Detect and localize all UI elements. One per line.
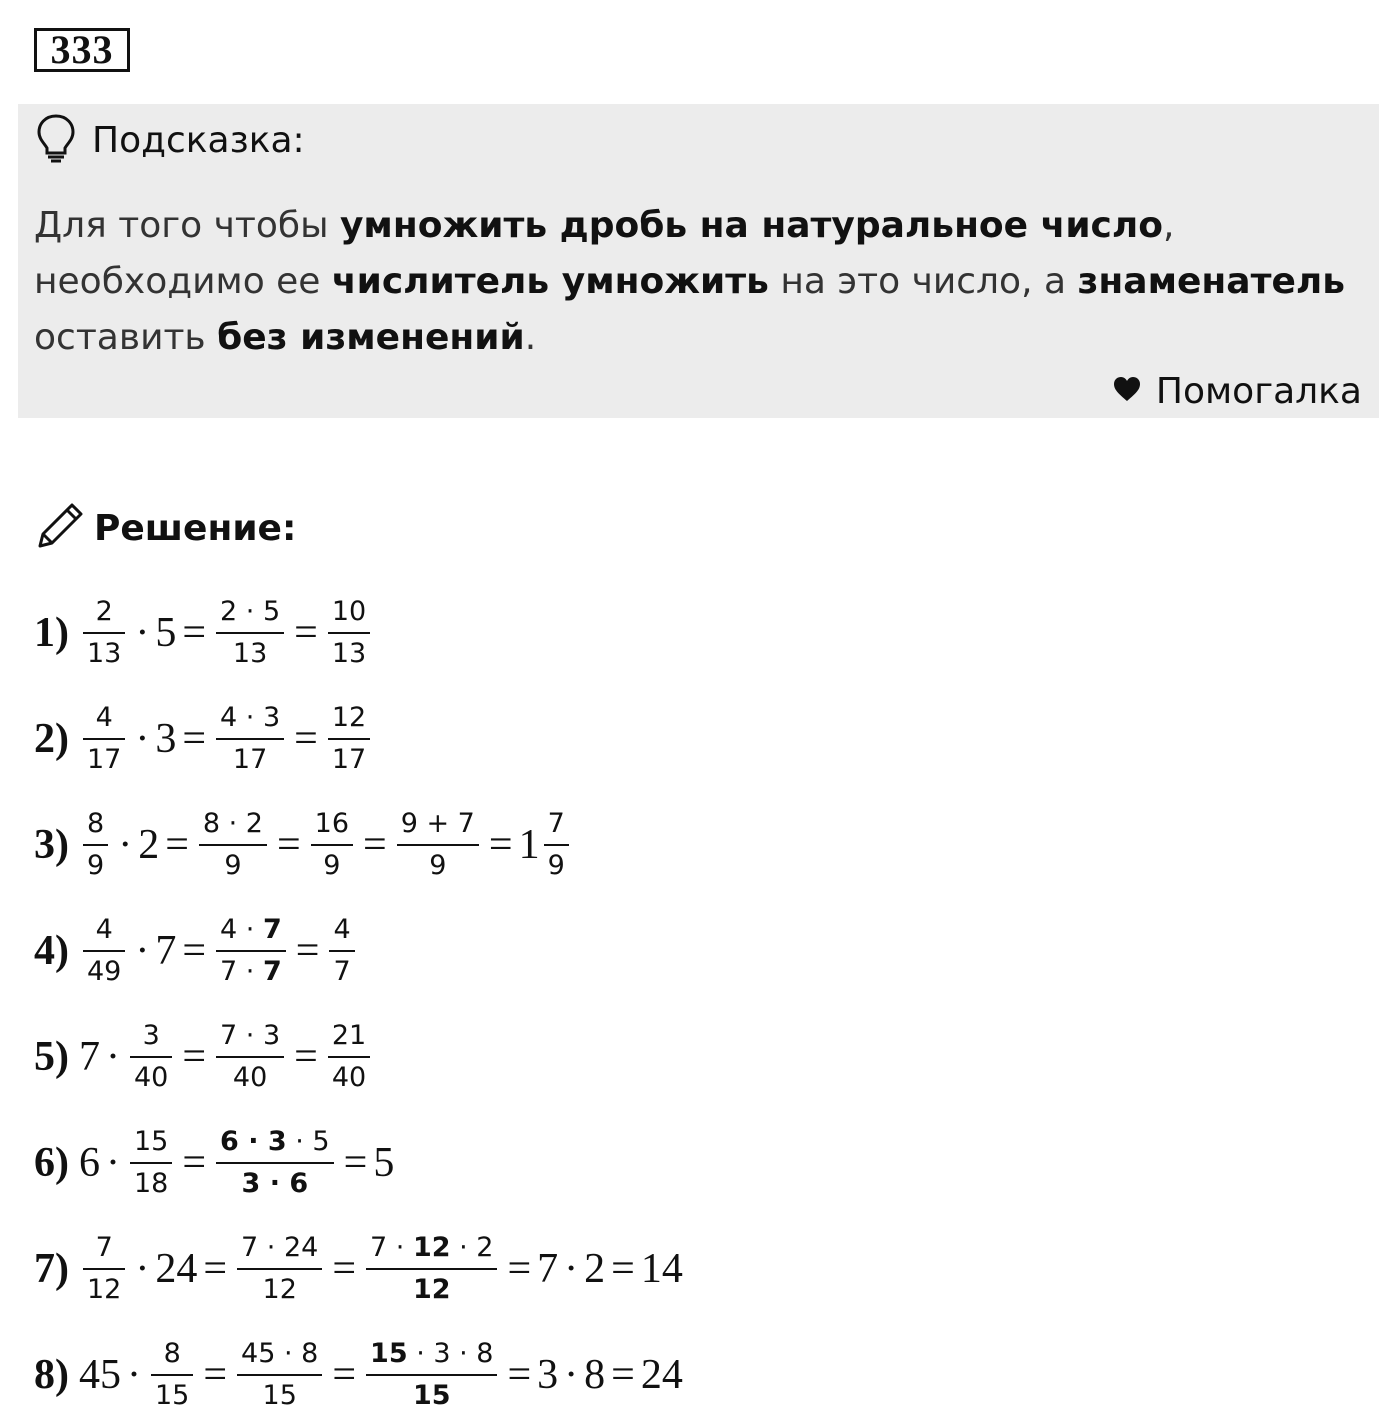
fraction-part: 9 bbox=[323, 850, 341, 881]
solution-title bbox=[34, 500, 296, 556]
fraction-part: 13 bbox=[87, 638, 122, 669]
denominator bbox=[328, 740, 370, 780]
denominator bbox=[238, 1164, 313, 1204]
denominator bbox=[328, 634, 370, 674]
denominator bbox=[259, 1270, 301, 1310]
numerator bbox=[216, 1016, 284, 1056]
operator: = bbox=[488, 822, 513, 868]
credit-label: Помогалка bbox=[1155, 370, 1362, 412]
operator: · bbox=[135, 610, 150, 656]
item-number: 8) bbox=[34, 1352, 69, 1398]
operator: = bbox=[203, 1352, 228, 1398]
denominator bbox=[259, 1376, 301, 1416]
solution-item bbox=[34, 1110, 1374, 1216]
operator: · bbox=[106, 1140, 120, 1186]
solution-list bbox=[34, 580, 1374, 1428]
numerator bbox=[130, 1122, 172, 1162]
fraction-part: 7 bbox=[95, 1232, 113, 1263]
operator: = bbox=[182, 928, 207, 974]
number: 7 bbox=[155, 928, 177, 974]
numerator bbox=[216, 698, 284, 738]
denominator bbox=[329, 952, 354, 992]
operator: · bbox=[135, 716, 150, 762]
hint-emphasis: умножить дробь на натуральное число bbox=[339, 205, 1163, 246]
operator: = bbox=[363, 822, 387, 868]
denominator bbox=[425, 846, 450, 886]
numerator bbox=[366, 1228, 497, 1268]
operator: · bbox=[135, 1246, 150, 1292]
fraction bbox=[216, 698, 284, 780]
item-number: 5) bbox=[34, 1034, 69, 1080]
denominator bbox=[83, 952, 125, 992]
solution-item bbox=[34, 1322, 1374, 1428]
numerator bbox=[328, 698, 370, 738]
fraction-part: 4 bbox=[95, 702, 113, 733]
task-number: 333 bbox=[34, 28, 130, 72]
fraction bbox=[366, 1228, 497, 1310]
fraction-part: · 5 bbox=[286, 1126, 330, 1157]
fraction bbox=[83, 910, 125, 992]
operator: = bbox=[165, 822, 189, 868]
numerator bbox=[311, 804, 353, 844]
fraction-part: 21 bbox=[331, 1020, 367, 1051]
fraction bbox=[83, 592, 125, 674]
numerator bbox=[366, 1334, 497, 1374]
fraction bbox=[328, 592, 370, 674]
number: 1 bbox=[518, 822, 540, 868]
denominator bbox=[229, 740, 271, 780]
denominator bbox=[229, 634, 271, 674]
hint-emphasis: знаменатель bbox=[1077, 261, 1345, 302]
fraction bbox=[237, 1334, 322, 1416]
fraction-part: 40 bbox=[331, 1062, 367, 1093]
operator: = bbox=[507, 1352, 532, 1398]
fraction-part: 9 bbox=[547, 850, 565, 881]
hint-emphasis: числитель умножить bbox=[331, 261, 769, 302]
fraction bbox=[329, 910, 354, 992]
fraction-part: 12 bbox=[87, 1274, 122, 1305]
numerator bbox=[216, 592, 284, 632]
item-number: 7) bbox=[34, 1246, 69, 1292]
operator: = bbox=[294, 716, 318, 762]
denominator bbox=[83, 1270, 125, 1310]
lightbulb-icon bbox=[34, 113, 78, 167]
operator: = bbox=[343, 1140, 368, 1186]
numerator bbox=[92, 592, 117, 632]
denominator bbox=[130, 1164, 172, 1204]
denominator bbox=[130, 1058, 172, 1098]
operator: = bbox=[611, 1246, 635, 1292]
operator: = bbox=[203, 1246, 228, 1292]
item-number: 3) bbox=[34, 822, 69, 868]
item-number: 6) bbox=[34, 1140, 69, 1186]
emphasized-factor: 7 bbox=[262, 914, 282, 945]
numerator bbox=[328, 1016, 370, 1056]
fraction bbox=[237, 1228, 322, 1310]
denominator bbox=[151, 1376, 193, 1416]
fraction bbox=[216, 1122, 334, 1204]
number: 24 bbox=[640, 1352, 683, 1398]
denominator bbox=[220, 846, 245, 886]
fraction bbox=[397, 804, 479, 886]
numerator bbox=[544, 804, 569, 844]
fraction-part: 2 bbox=[95, 596, 113, 627]
hint-text-segment: . bbox=[524, 317, 537, 358]
hint-title bbox=[34, 114, 305, 166]
emphasized-factor: 6 · 3 bbox=[220, 1126, 287, 1157]
denominator bbox=[319, 846, 344, 886]
denominator bbox=[409, 1376, 455, 1416]
fraction-part: 4 · 3 bbox=[220, 702, 281, 733]
denominator bbox=[544, 846, 569, 886]
operator: · bbox=[135, 928, 150, 974]
fraction bbox=[328, 1016, 370, 1098]
fraction bbox=[199, 804, 267, 886]
emphasized-factor: 3 · 6 bbox=[241, 1168, 309, 1199]
fraction bbox=[83, 804, 108, 886]
operator: = bbox=[294, 1034, 318, 1080]
operator: = bbox=[182, 1034, 207, 1080]
item-number: 1) bbox=[34, 610, 69, 656]
fraction-part: 9 + 7 bbox=[400, 808, 475, 839]
number: 2 bbox=[584, 1246, 606, 1292]
fraction bbox=[130, 1016, 172, 1098]
fraction bbox=[366, 1334, 497, 1416]
fraction-part: 9 bbox=[224, 850, 242, 881]
numerator bbox=[160, 1334, 185, 1374]
solution-item bbox=[34, 1004, 1374, 1110]
operator: = bbox=[332, 1246, 357, 1292]
number: 3 bbox=[537, 1352, 559, 1398]
fraction-part: 3 bbox=[142, 1020, 160, 1051]
fraction-part: 8 · 2 bbox=[202, 808, 263, 839]
number: 7 bbox=[537, 1246, 559, 1292]
denominator bbox=[409, 1270, 455, 1310]
fraction-part: 15 bbox=[155, 1380, 190, 1411]
fraction-part: 7 · bbox=[370, 1232, 413, 1263]
fraction-part: 17 bbox=[87, 744, 122, 775]
operator: = bbox=[294, 610, 318, 656]
numerator bbox=[83, 804, 108, 844]
fraction-part: 17 bbox=[232, 744, 268, 775]
denominator bbox=[328, 1058, 370, 1098]
fraction-part: 49 bbox=[87, 956, 122, 987]
solution-item bbox=[34, 1216, 1374, 1322]
fraction bbox=[216, 592, 284, 674]
heart-icon bbox=[1112, 371, 1142, 412]
fraction-part: 10 bbox=[331, 596, 367, 627]
fraction bbox=[83, 698, 125, 780]
hint-text-segment: на это число, а bbox=[768, 261, 1078, 302]
fraction-part: 8 bbox=[87, 808, 105, 839]
number: 6 bbox=[79, 1140, 100, 1186]
operator: · bbox=[118, 822, 133, 868]
fraction-part: 4 bbox=[95, 914, 113, 945]
operator: · bbox=[106, 1034, 120, 1080]
operator: · bbox=[564, 1246, 579, 1292]
operator: = bbox=[332, 1352, 357, 1398]
solution-item bbox=[34, 580, 1374, 686]
emphasized-factor: 15 bbox=[412, 1380, 451, 1411]
fraction-part: 16 bbox=[314, 808, 350, 839]
numerator bbox=[397, 804, 479, 844]
number: 45 bbox=[79, 1352, 121, 1398]
fraction bbox=[311, 804, 353, 886]
solution-title-label: Решение: bbox=[94, 507, 297, 549]
fraction-part: 15 bbox=[262, 1380, 297, 1411]
fraction bbox=[151, 1334, 193, 1416]
operator: = bbox=[182, 1140, 207, 1186]
fraction-part: 18 bbox=[134, 1168, 169, 1199]
emphasized-factor: 12 bbox=[412, 1232, 451, 1263]
fraction-part: · 3 · 8 bbox=[407, 1338, 494, 1369]
numerator bbox=[237, 1228, 322, 1268]
fraction-part: 40 bbox=[134, 1062, 169, 1093]
solution-item bbox=[34, 898, 1374, 1004]
fraction bbox=[216, 910, 286, 992]
fraction-part: 12 bbox=[262, 1274, 297, 1305]
denominator bbox=[83, 846, 108, 886]
numerator bbox=[92, 698, 117, 738]
fraction bbox=[328, 698, 370, 780]
fraction-part: 15 bbox=[134, 1126, 169, 1157]
numerator bbox=[216, 910, 286, 950]
denominator bbox=[83, 634, 125, 674]
denominator bbox=[83, 740, 125, 780]
fraction-part: 7 bbox=[547, 808, 565, 839]
numerator bbox=[328, 592, 370, 632]
number: 24 bbox=[155, 1246, 198, 1292]
operator: · bbox=[564, 1352, 579, 1398]
operator: = bbox=[276, 822, 301, 868]
hint-text-segment: , необходимо ее bbox=[34, 205, 1175, 302]
hint-credit bbox=[1112, 366, 1362, 416]
fraction-part: 8 bbox=[163, 1338, 181, 1369]
fraction-part: 7 · 3 bbox=[220, 1020, 281, 1051]
number: 7 bbox=[79, 1034, 100, 1080]
fraction bbox=[83, 1228, 125, 1310]
operator: · bbox=[127, 1352, 141, 1398]
number: 8 bbox=[584, 1352, 606, 1398]
hint-emphasis: без изменений bbox=[217, 317, 525, 358]
fraction bbox=[130, 1122, 172, 1204]
fraction-part: 7 bbox=[333, 956, 351, 987]
fraction-part: 7 · 24 bbox=[241, 1232, 319, 1263]
hint-text-segment: оставить bbox=[34, 317, 218, 358]
fraction bbox=[544, 804, 569, 886]
number: 2 bbox=[138, 822, 160, 868]
denominator bbox=[229, 1058, 271, 1098]
fraction-part: 13 bbox=[331, 638, 367, 669]
fraction-part: 9 bbox=[87, 850, 105, 881]
item-number: 4) bbox=[34, 928, 69, 974]
fraction-part: 4 · bbox=[220, 914, 263, 945]
emphasized-factor: 7 bbox=[262, 956, 282, 987]
fraction-part: · 2 bbox=[450, 1232, 494, 1263]
fraction-part: 45 · 8 bbox=[241, 1338, 319, 1369]
emphasized-factor: 12 bbox=[412, 1274, 451, 1305]
numerator bbox=[92, 910, 117, 950]
operator: = bbox=[182, 716, 207, 762]
fraction-part: 13 bbox=[232, 638, 268, 669]
fraction bbox=[216, 1016, 284, 1098]
hint-text bbox=[34, 198, 1364, 366]
numerator bbox=[199, 804, 267, 844]
fraction-part: 17 bbox=[331, 744, 367, 775]
numerator bbox=[216, 1122, 334, 1162]
pencil-icon bbox=[34, 500, 86, 556]
number: 5 bbox=[155, 610, 177, 656]
numerator bbox=[92, 1228, 117, 1268]
numerator bbox=[237, 1334, 322, 1374]
denominator bbox=[216, 952, 286, 992]
operator: = bbox=[611, 1352, 635, 1398]
number: 5 bbox=[373, 1140, 395, 1186]
fraction-part: 7 · bbox=[220, 956, 263, 987]
fraction-part: 4 bbox=[333, 914, 351, 945]
fraction-part: 12 bbox=[331, 702, 367, 733]
solution-item bbox=[34, 686, 1374, 792]
operator: = bbox=[295, 928, 320, 974]
number: 3 bbox=[155, 716, 177, 762]
operator: = bbox=[507, 1246, 532, 1292]
numerator bbox=[139, 1016, 164, 1056]
hint-text-segment: Для того чтобы bbox=[34, 205, 340, 246]
fraction-part: 40 bbox=[232, 1062, 268, 1093]
fraction-part: 9 bbox=[429, 850, 447, 881]
operator: = bbox=[182, 610, 207, 656]
solution-item bbox=[34, 792, 1374, 898]
item-number: 2) bbox=[34, 716, 69, 762]
numerator bbox=[329, 910, 354, 950]
number: 14 bbox=[640, 1246, 683, 1292]
hint-title-label: Подсказка: bbox=[92, 119, 305, 161]
fraction-part: 2 · 5 bbox=[220, 596, 281, 627]
emphasized-factor: 15 bbox=[370, 1338, 408, 1369]
